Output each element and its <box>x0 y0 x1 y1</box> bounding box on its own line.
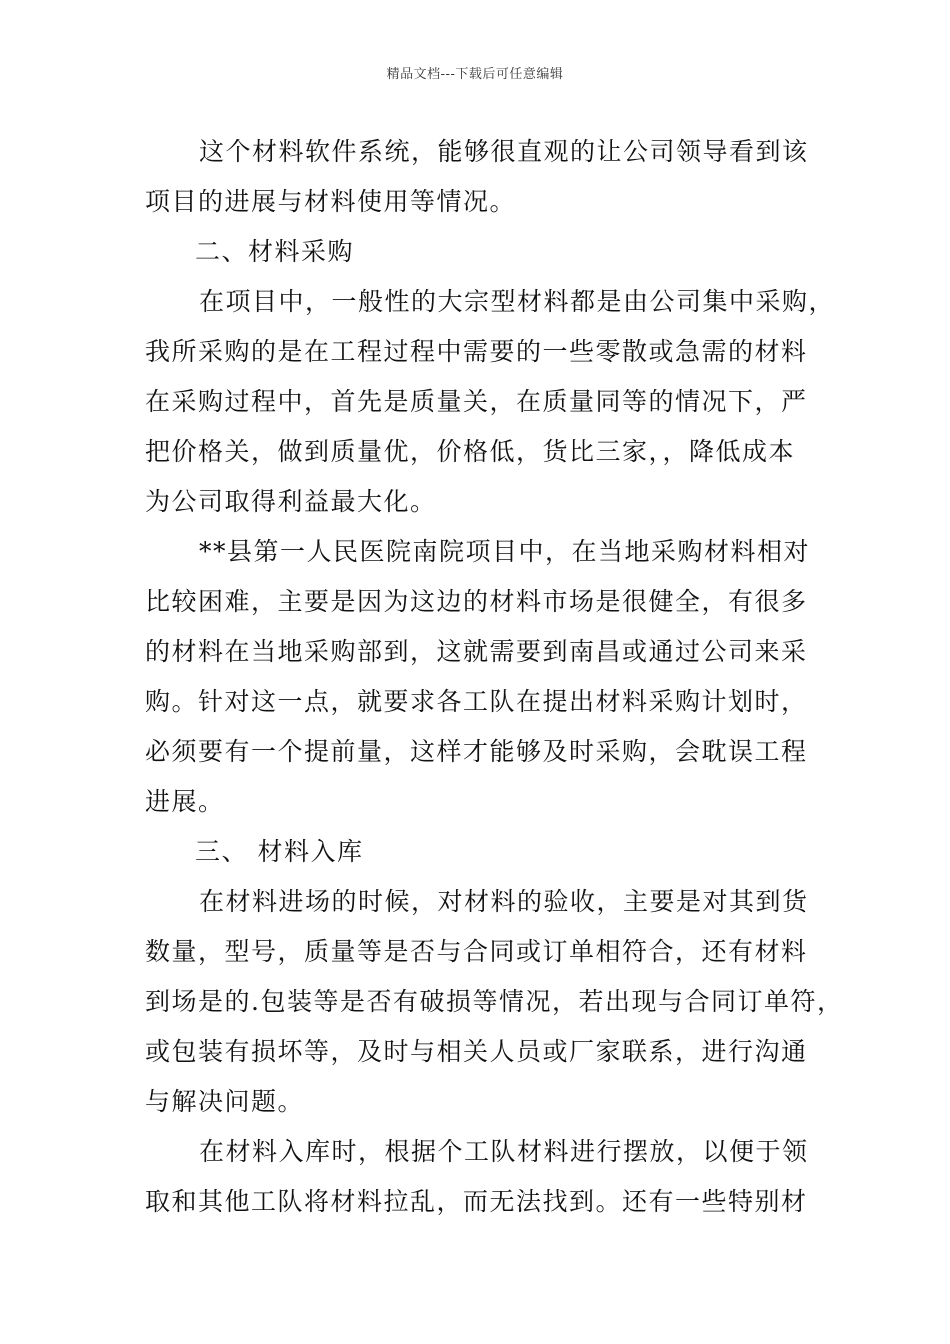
text-line: 项目的进展与材料使用等情况。 <box>145 187 517 216</box>
text-line: 在项目中，一般性的大宗型材料都是由公司集中采购， <box>199 287 836 316</box>
text-line: **县第一人民医院南院项目中，在当地采购材料相对 <box>199 537 811 566</box>
text-line: 比较困难，主要是因为这边的材料市场是很健全，有很多 <box>145 587 808 616</box>
page-header: 精品文档---下载后可任意编辑 <box>386 67 564 82</box>
text-line: 在采购过程中，首先是质量关，在质量同等的情况下，严 <box>145 387 808 416</box>
text-line: 必须要有一个提前量，这样才能够及时采购，会耽误工程 <box>145 737 808 766</box>
text-line: 到场是的.包装等是否有破损等情况，若出现与合同订单符， <box>145 987 844 1016</box>
text-line: 或包装有损坏等，及时与相关人员或厂家联系，进行沟通 <box>145 1037 808 1066</box>
text-line: 在材料进场的时候，对材料的验收，主要是对其到货 <box>199 887 809 916</box>
text-line: 与解决问题。 <box>145 1087 305 1116</box>
text-line: 购。针对这一点，就要求各工队在提出材料采购计划时， <box>145 687 808 716</box>
text-line: 我所采购的是在工程过程中需要的一些零散或急需的材料 <box>145 337 808 366</box>
text-line: 在材料入库时，根据个工队材料进行摆放，以便于领 <box>199 1137 809 1166</box>
text-line: 取和其他工队将材料拉乱，而无法找到。还有一些特别材 <box>145 1187 808 1216</box>
text-line: 把价格关，做到质量优，价格低，货比三家，，降低成本 <box>145 437 796 466</box>
text-line: 这个材料软件系统，能够很直观的让公司领导看到该 <box>199 137 809 166</box>
text-line: 数量，型号，质量等是否与合同或订单相符合，还有材料 <box>145 937 808 966</box>
text-line: 为公司取得利益最大化。 <box>145 487 437 516</box>
document-body <box>145 127 844 1227</box>
section-heading: 三、 材料入库 <box>195 837 364 866</box>
text-line: 进展。 <box>145 787 225 816</box>
text-line: 的材料在当地采购部到，这就需要到南昌或通过公司来采 <box>145 637 808 666</box>
section-heading: 二、材料采购 <box>195 237 355 266</box>
